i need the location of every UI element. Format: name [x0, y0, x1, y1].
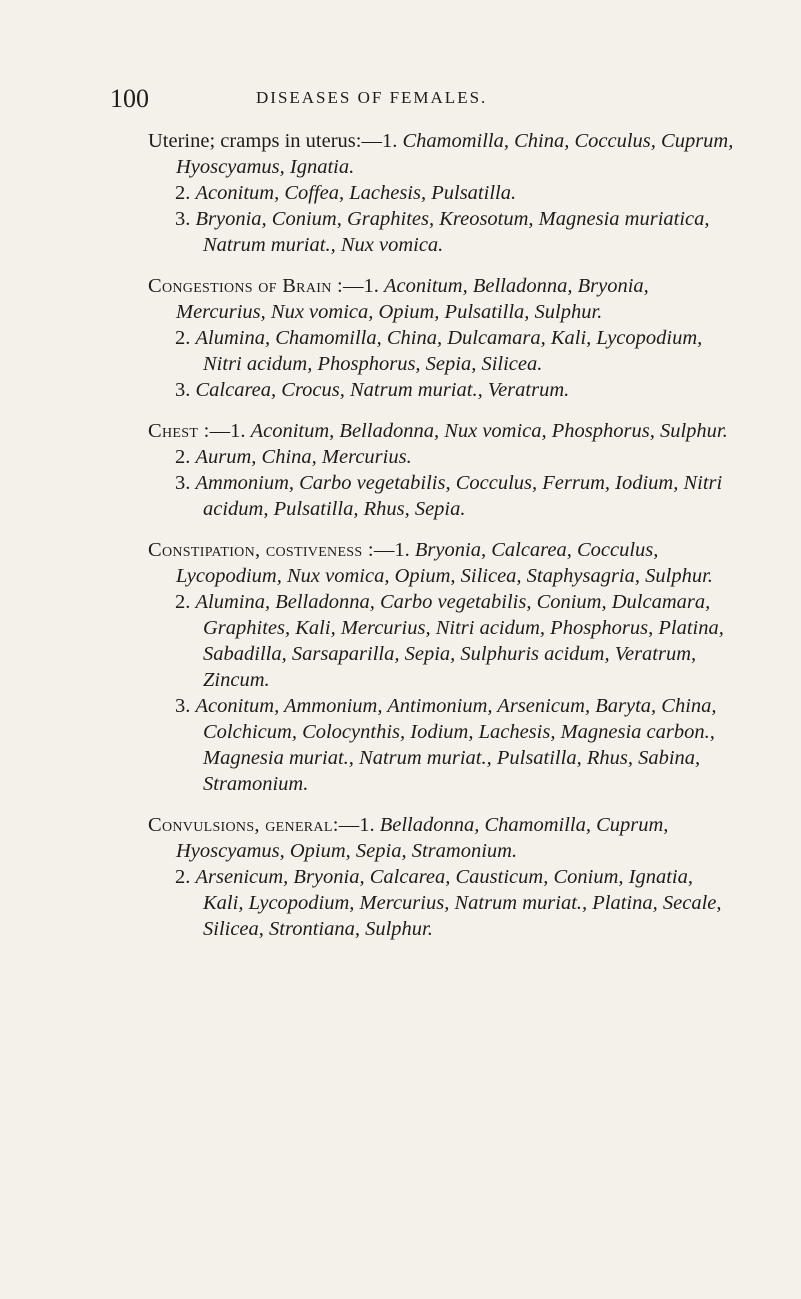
entry-heading-line: [148, 812, 738, 864]
remedy-list: Alumina, Belladonna, Carbo vegetabilis, Conium, Dulcamara, Graphites, Kali, Mercurius, Nitri acidum, Phosphorus, Platina, Sabadilla, Sarsaparilla, Sepia, Sulphuris acidum, Veratrum, Zincum.: [195, 591, 724, 691]
page-content: [148, 128, 738, 957]
remedy-grade-line: [148, 864, 738, 942]
item-number: 2.: [175, 182, 191, 204]
entry-convulsions: [148, 812, 738, 942]
remedy-list: Aconitum, Ammonium, Antimonium, Arsenicum, Baryta, China, Colchicum, Colocynthis, Iodium, Lachesis, Magnesia carbon., Magnesia muriat., Natrum muriat., Pulsatilla, Rhus, Sabina, Stramonium.: [195, 695, 717, 795]
remedy-grade-line: [148, 470, 738, 522]
entry-heading-line: [148, 418, 738, 444]
remedy-list: Calcarea, Crocus, Natrum muriat., Veratrum.: [195, 379, 570, 401]
page-header: [110, 84, 710, 114]
entry-heading-line: [148, 128, 738, 180]
item-number: 3.: [175, 695, 191, 717]
remedy-grade-line: [148, 693, 738, 797]
remedy-list: Bryonia, Conium, Graphites, Kreosotum, Magnesia muriatica, Natrum muriat., Nux vomica.: [195, 208, 710, 256]
item-number: 2.: [175, 866, 191, 888]
item-number: 3.: [175, 379, 191, 401]
entry-chest: [148, 418, 738, 522]
item-number: —1.: [338, 814, 375, 836]
remedy-grade-line: [148, 206, 738, 258]
item-number: —1.: [343, 275, 379, 297]
remedy-list: Belladonna, Chamomilla, Cuprum, Hyoscyamus, Opium, Sepia, Stramonium.: [176, 814, 669, 862]
remedy-list: Alumina, Chamomilla, China, Dulcamara, Kali, Lycopodium, Nitri acidum, Phosphorus, Sepia, Silicea.: [195, 327, 703, 375]
item-number: —1.: [209, 420, 246, 442]
remedy-grade-line: [148, 444, 738, 470]
entry-heading: Convulsions, general:: [148, 814, 339, 836]
remedy-list: Aurum, China, Mercurius.: [195, 446, 412, 468]
entry-constipation: [148, 537, 738, 797]
entry-heading: Constipation, costiveness :: [148, 539, 374, 561]
remedy-list: Chamomilla, China, Cocculus, Cuprum, Hyoscyamus, Ignatia.: [176, 130, 734, 178]
entry-heading-line: [148, 273, 738, 325]
remedy-grade-line: [148, 377, 738, 403]
item-number: 2.: [175, 327, 191, 349]
remedy-grade-line: [148, 325, 738, 377]
entry-heading-line: [148, 537, 738, 589]
remedy-list: Aconitum, Belladonna, Nux vomica, Phosphorus, Sulphur.: [250, 420, 728, 442]
remedy-list: Aconitum, Belladonna, Bryonia, Mercurius, Nux vomica, Opium, Pulsatilla, Sulphur.: [176, 275, 649, 323]
item-number: —1.: [361, 130, 398, 152]
running-head: DISEASES OF FEMALES.: [256, 88, 488, 107]
entry-congestions-brain: [148, 273, 738, 403]
page-number: 100: [110, 84, 149, 113]
remedy-list: Arsenicum, Bryonia, Calcarea, Causticum, Conium, Ignatia, Kali, Lycopodium, Mercurius, Natrum muriat., Platina, Secale, Silicea, Strontiana, Sulphur.: [195, 866, 722, 940]
remedy-grade-line: [148, 589, 738, 693]
entry-heading: Uterine; cramps in uterus:: [148, 130, 362, 152]
remedy-list: Ammonium, Carbo vegetabilis, Cocculus, Ferrum, Iodium, Nitri acidum, Pulsatilla, Rhus, Sepia.: [195, 472, 723, 520]
remedy-grade-line: [148, 180, 738, 206]
item-number: 2.: [175, 446, 191, 468]
entry-heading: Congestions of Brain :: [148, 275, 344, 297]
item-number: 3.: [175, 472, 191, 494]
item-number: —1.: [373, 539, 410, 561]
remedy-list: Aconitum, Coffea, Lachesis, Pulsatilla.: [195, 182, 517, 204]
remedy-list: Bryonia, Calcarea, Cocculus, Lycopodium, Nux vomica, Opium, Silicea, Staphysagria, Sulphur.: [176, 539, 713, 587]
entry-heading: Chest :: [148, 420, 210, 442]
item-number: 3.: [175, 208, 191, 230]
entry-uterine-cramps: [148, 128, 738, 258]
item-number: 2.: [175, 591, 191, 613]
